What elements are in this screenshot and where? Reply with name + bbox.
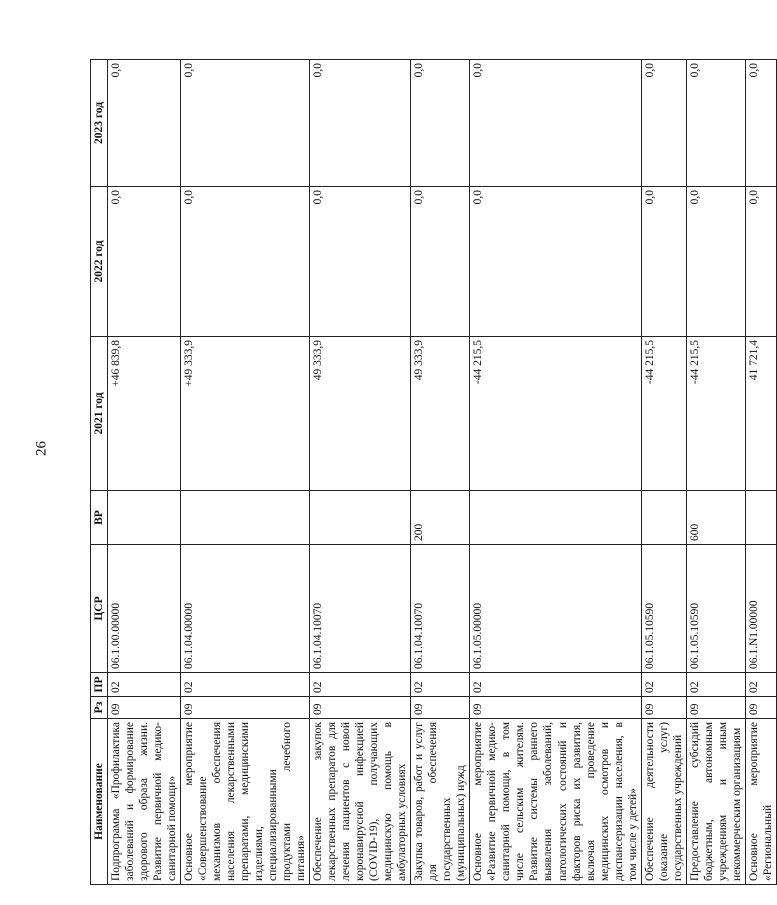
header-2021: 2021 год <box>91 337 108 491</box>
row-pr: 02 <box>641 673 686 697</box>
row-2023: 0,0 <box>745 60 776 187</box>
row-rz: 09 <box>745 697 776 719</box>
table-row <box>108 60 181 885</box>
table-row <box>641 60 686 885</box>
page-number: 26 <box>33 441 50 456</box>
row-csr: 06.1.04.00000 <box>181 545 310 673</box>
row-2021: 49 333,9 <box>411 337 470 491</box>
table-row <box>310 60 411 885</box>
row-vr <box>470 491 641 545</box>
rotated-page-content <box>90 60 774 885</box>
header-csr: ЦСР <box>91 545 108 673</box>
row-rz: 09 <box>108 697 181 719</box>
row-2023: 0,0 <box>181 60 310 187</box>
row-pr: 02 <box>411 673 470 697</box>
row-2021: -44 215,5 <box>641 337 686 491</box>
row-2022: 0,0 <box>310 187 411 337</box>
row-csr: 06.1.05.10590 <box>641 545 686 673</box>
header-rz: Рз <box>91 697 108 719</box>
row-name: Основное мероприятие «Региональный <box>745 719 776 885</box>
row-name: Предоставление субсидий бюджетным, автономным учреждениям и иным некоммерческим организациям <box>686 719 745 885</box>
row-rz: 09 <box>641 697 686 719</box>
budget-table <box>90 59 777 885</box>
row-csr: 06.1.N1.00000 <box>745 545 776 673</box>
row-2022: 0,0 <box>686 187 745 337</box>
row-2021: 41 721,4 <box>745 337 776 491</box>
row-pr: 02 <box>310 673 411 697</box>
row-vr: 600 <box>686 491 745 545</box>
row-2023: 0,0 <box>470 60 641 187</box>
header-name: Наименование <box>91 719 108 885</box>
row-2021: -44 215,5 <box>470 337 641 491</box>
row-rz: 09 <box>181 697 310 719</box>
row-csr: 06.1.04.10070 <box>310 545 411 673</box>
row-2022: 0,0 <box>470 187 641 337</box>
row-csr: 06.1.04.10070 <box>411 545 470 673</box>
row-pr: 02 <box>470 673 641 697</box>
header-vr: ВР <box>91 491 108 545</box>
row-name: Закупка товаров, работ и услуг для обеспечения государственных (муниципальных) нужд <box>411 719 470 885</box>
row-2023: 0,0 <box>641 60 686 187</box>
row-rz: 09 <box>310 697 411 719</box>
row-vr: 200 <box>411 491 470 545</box>
row-vr <box>745 491 776 545</box>
table-row <box>470 60 641 885</box>
row-2023: 0,0 <box>411 60 470 187</box>
row-pr: 02 <box>745 673 776 697</box>
row-pr: 02 <box>686 673 745 697</box>
row-name: Обеспечение закупок лекарственных препаратов для лечения пациентов с новой коронавирусной инфекцией (COVID-19), получающих медицинскую помощь в амбулаторных условиях <box>310 719 411 885</box>
row-2022: 0,0 <box>411 187 470 337</box>
row-name: Основное мероприятие «Совершенствование механизмов обеспечения населения лекарственными препаратами, медицинскими изделиями, специализированными продуктами лечебного питания» <box>181 719 310 885</box>
table-row <box>411 60 470 885</box>
table-row <box>181 60 310 885</box>
row-vr <box>181 491 310 545</box>
row-name: Обеспечение деятельности (оказание услуг) государственных учреждений <box>641 719 686 885</box>
header-2023: 2023 год <box>91 60 108 187</box>
row-name: Основное мероприятие «Развитие первичной медико-санитарной помощи, в том числе сельским жителям. Развитие системы раннего выявления заболеваний, патологических состояний и факторов риска их развития, включая проведение медицинских осмотров и диспансеризации населения, в том числе у детей» <box>470 719 641 885</box>
row-2022: 0,0 <box>745 187 776 337</box>
row-2022: 0,0 <box>108 187 181 337</box>
row-vr <box>108 491 181 545</box>
row-2021: -44 215,5 <box>686 337 745 491</box>
row-2022: 0,0 <box>181 187 310 337</box>
row-2021: +49 333,9 <box>181 337 310 491</box>
row-2023: 0,0 <box>108 60 181 187</box>
row-csr: 06.1.00.00000 <box>108 545 181 673</box>
row-csr: 06.1.05.10590 <box>686 545 745 673</box>
table-row <box>686 60 745 885</box>
row-2021: 49 333,9 <box>310 337 411 491</box>
row-pr: 02 <box>181 673 310 697</box>
table-header-row <box>91 60 108 885</box>
row-vr <box>310 491 411 545</box>
table-row <box>745 60 776 885</box>
row-rz: 09 <box>470 697 641 719</box>
row-rz: 09 <box>411 697 470 719</box>
row-pr: 02 <box>108 673 181 697</box>
row-vr <box>641 491 686 545</box>
row-2023: 0,0 <box>310 60 411 187</box>
row-csr: 06.1.05.00000 <box>470 545 641 673</box>
row-2022: 0,0 <box>641 187 686 337</box>
row-2023: 0,0 <box>686 60 745 187</box>
row-name: Подпрограмма «Профилактика заболеваний и формирование здорового образа жизни. Развитие первичной медико-санитарной помощи» <box>108 719 181 885</box>
row-rz: 09 <box>686 697 745 719</box>
header-pr: ПР <box>91 673 108 697</box>
row-2021: +46 839,8 <box>108 337 181 491</box>
header-2022: 2022 год <box>91 187 108 337</box>
